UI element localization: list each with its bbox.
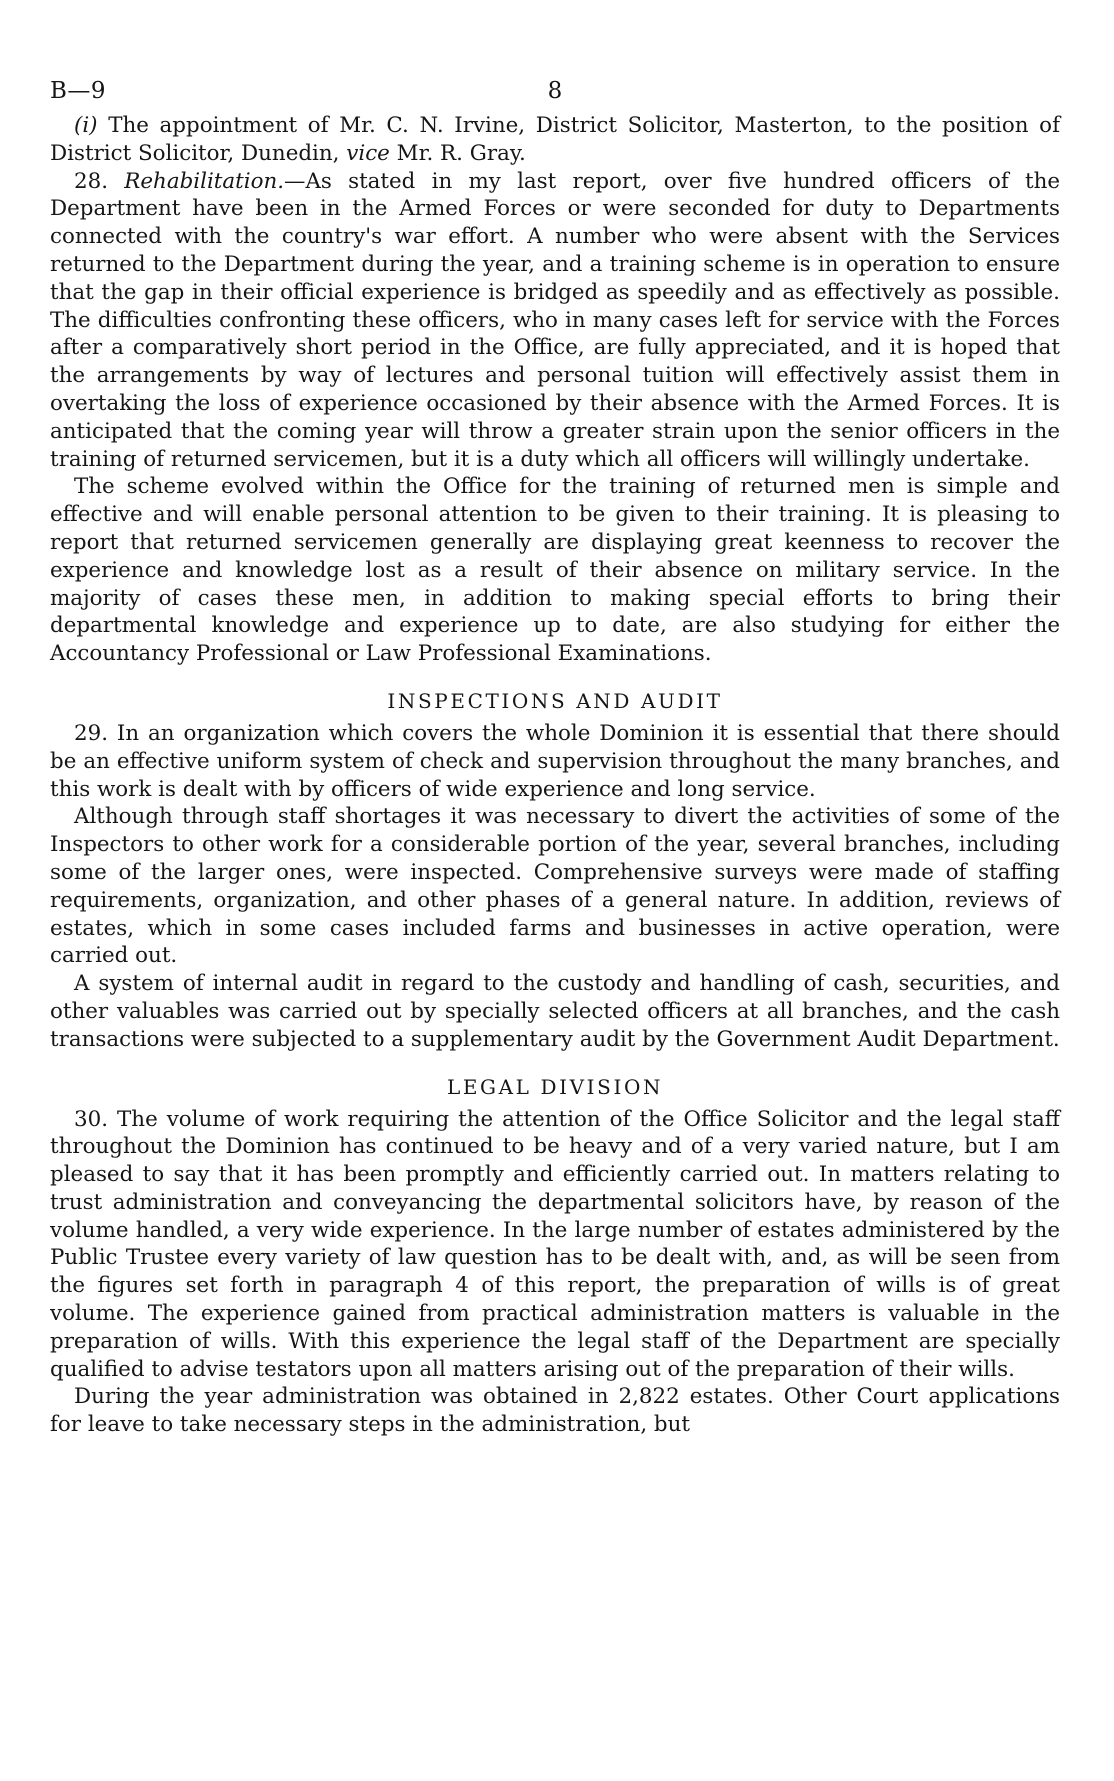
paragraph-28-text: —As stated in my last report, over five hundred officers of the Department have been in the Armed Forces or were seconded for duty to Departments connected with the country's war effort. A number who were absent with the Services returned to the Department during the year, and a training scheme is in operation to ensure that the gap in their official experience is bridged as speedily and as effectively as possible. The difficulties confronting these officers, who in many cases left for service with the Forces after a comparatively short period in the Office, are fully appreciated, and it is hoped that the arrangements by way of lectures and personal tuition will effectively assist them in overtaking the loss of experience occasioned by their absence with the Armed Forces. It is anticipated that the coming year will throw a greater strain upon the senior officers in the training of returned servicemen, but it is a duty which all officers will willingly undertake. [50, 168, 1060, 472]
paragraph-29-audit: A system of internal audit in regard to the custody and handling of cash, securities, and other valuables was carried out by specially selected officers at all branches, and the cash transactions were subjected to a supplementary audit by the Government Audit Department. [50, 971, 1060, 1052]
heading-inspections-and-audit: INSPECTIONS AND AUDIT [387, 688, 723, 713]
document-page [50, 60, 1060, 1439]
item-i-text: The appointment of Mr. C. N. Irvine, District Solicitor, Masterton, to the position of District Solicitor, Dunedin, [50, 113, 1060, 166]
item-i-label: (i) [74, 113, 98, 138]
item-i-text-end: Mr. R. Gray. [396, 140, 526, 166]
paragraph-29-continued: Although through staff shortages it was necessary to divert the activities of some of the Inspectors to other work for a considerable portion of the year, several branches, including some of the larger ones, were inspected. Comprehensive surveys were made of staffing requirements, organization, and other phases of a general nature. In addition, reviews of estates, which in some cases included farms and businesses in active operation, were carried out. [50, 804, 1060, 969]
paragraph-28-number: 28. [74, 168, 109, 194]
item-i-paragraph [50, 112, 1060, 168]
document-body [50, 112, 1060, 1439]
item-i-vice: vice [346, 140, 390, 166]
paragraph-28-continued: The scheme evolved within the Office for the training of returned men is simple and effective and will enable personal attention to be given to their training. It is pleasing to report that returned servicemen generally are displaying great keenness to recover the experience and knowledge lost as a result of their absence on military service. In the majority of cases these men, in addition to making special efforts to bring their departmental knowledge and experience up to date, are also studying for either the Accountancy Professional or Law Professional Examinations. [50, 474, 1060, 667]
paragraph-30: 30. The volume of work requiring the attention of the Office Solicitor and the legal staff throughout the Dominion has continued to be heavy and of a very varied nature, but I am pleased to say that it has been promptly and efficiently carried out. In matters relating to trust administration and conveyancing the departmental solicitors have, by reason of the volume handled, a very wide experience. In the large number of estates administered by the Public Trustee every variety of law question has to be dealt with, and, as will be seen from the figures set forth in paragraph 4 of this report, the preparation of wills is of great volume. The experience gained from practical administration matters is valuable in the preparation of wills. With this experience the legal staff of the Department are specially qualified to advise testators upon all matters arising out of the preparation of their wills. [50, 1106, 1060, 1382]
heading-legal-division: LEGAL DIVISION [446, 1074, 664, 1099]
paragraph-28-title: Rehabilitation. [124, 168, 285, 194]
page-header [50, 60, 1060, 108]
paragraph-28 [50, 168, 1060, 474]
document-reference: B—9 [50, 78, 107, 104]
paragraph-29: 29. In an organization which covers the whole Dominion it is essential that there should be an effective uniform system of check and supervision throughout the many branches, and this work is dealt with by officers of wide experience and long service. [50, 720, 1060, 802]
paragraph-30-continued: During the year administration was obtained in 2,822 estates. Other Court applications for leave to take necessary steps in the administration, but [50, 1384, 1060, 1438]
page-number: 8 [547, 78, 563, 104]
